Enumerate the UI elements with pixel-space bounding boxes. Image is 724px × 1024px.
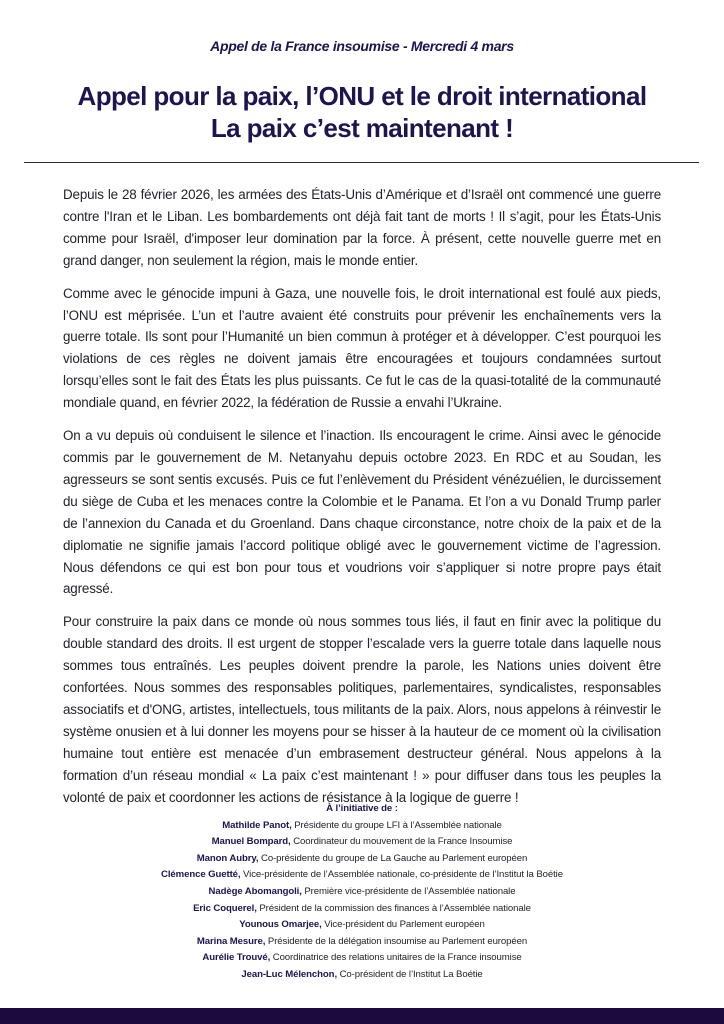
title-line-1: Appel pour la paix, l’ONU et le droit international (77, 81, 647, 111)
document-subtitle: Appel de la France insoumise - Mercredi 4 mars (210, 38, 514, 54)
signatory (0, 867, 724, 884)
signatory-name: Manuel Bompard, (211, 836, 291, 848)
signatory-role: Coordinateur du mouvement de la France Insoumise (290, 836, 513, 848)
signatory-name: Manon Aubry, (196, 852, 259, 864)
signatory-name: Marina Mesure, (196, 935, 266, 947)
signatory-role: Coordinatrice des relations unitaires de la France insoumise (270, 952, 522, 964)
signatory-role: Présidente du groupe LFI à l’Assemblée nationale (291, 819, 502, 831)
signatories-heading: À l’initiative de : (326, 803, 398, 814)
paragraph: Depuis le 28 février 2026, les armées des États-Unis d’Amérique et d’Israël ont commencé une guerre contre l'Iran et le Liban. Les bombardements ont déjà fait tant de morts ! Il s’agit, pour les États-Unis comme pour Israël, d'imposer leur domination par la force. À présent, cette nouvelle guerre met en grand danger, non seulement la région, mais le monde entier. (63, 187, 661, 268)
document-title (0, 80, 724, 144)
signatory (0, 950, 724, 967)
signatory (0, 884, 724, 901)
signatory-name: Clémence Guetté, (161, 869, 241, 881)
signatory-name: Jean-Luc Mélenchon, (241, 968, 338, 980)
signatory-name: Mathilde Panot, (222, 819, 292, 831)
signatory (0, 901, 724, 918)
signatory-role: Président de la commission des finances à l’Assemblée nationale (256, 902, 531, 914)
paragraph: Comme avec le génocide impuni à Gaza, une nouvelle fois, le droit international est foulé aux pieds, l’ONU est méprisée. L’un et l’autre avaient été construits pour prévenir les enchaînements vers la guerre totale. Ils sont pour l’Humanité un bien commun à protéger et à développer. C’est pourquoi les violations de ces règles ne doivent jamais être encouragées et toujours condamnées surtout lorsqu’elles sont le fait des États les plus puissants. Ce fut le cas de la quasi-totalité de la communauté mondiale quand, en février 2022, la fédération de Russie a envahi l’Ukraine. (63, 285, 661, 411)
paragraph: Pour construire la paix dans ce monde où nous sommes tous liés, il faut en finir avec la politique du double standard des droits. Il est urgent de stopper l’escalade vers la guerre totale dans laquelle nous sommes tous entraînés. Les peuples doivent prendre la parole, les Nations unies doivent être confortées. Nous sommes des responsables politiques, parlementaires, syndicalistes, responsables associatifs et d'ONG, artistes, intellectuels, tous militants de la paix. Alors, nous appelons à réinvestir le système onusien et à lui donner les moyens pour se hisser à la hauteur de ce moment où la civilisation humaine tout entière est menacée d’un embrasement destructeur général. Nous appelons à la formation d’un réseau mondial « La paix c’est maintenant ! » pour diffuser dans tous les peuples la volonté de paix et coordonner les actions de résistance à la logique de guerre ! (63, 614, 661, 805)
title-line-2: La paix c’est maintenant ! (210, 113, 514, 143)
signatory-role: Co-présidente du groupe de La Gauche au Parlement européen (258, 852, 528, 864)
signatories-block (0, 801, 724, 984)
signatory-role: Première vice-présidente de l’Assemblée nationale (301, 885, 516, 897)
signatory-role: Vice-président du Parlement européen (321, 919, 485, 931)
title-divider (24, 162, 699, 163)
signatory (0, 934, 724, 951)
signatory-name: Younous Omarjee, (239, 919, 322, 931)
signatory-name: Aurélie Trouvé, (202, 952, 271, 964)
signatory (0, 818, 724, 835)
signatory-name: Eric Coquerel, (193, 902, 257, 914)
signatory (0, 851, 724, 868)
signatory-name: Nadège Abomangoli, (208, 885, 302, 897)
signatory (0, 967, 724, 984)
signatory (0, 834, 724, 851)
signatory-role: Présidente de la délégation insoumise au Parlement européen (265, 935, 528, 947)
footer-bar (0, 1008, 724, 1024)
signatory-role: Vice-présidente de l’Assemblée nationale, co-présidente de l’Institut la Boétie (240, 869, 563, 881)
signatory (0, 917, 724, 934)
document-body (63, 184, 661, 819)
signatory-role: Co-président de l’Institut La Boétie (337, 968, 483, 980)
paragraph: On a vu depuis où conduisent le silence et l’inaction. Ils encouragent le crime. Ainsi avec le génocide commis par le gouvernement de M. Netanyahu depuis octobre 2023. En RDC et au Soudan, les agresseurs se sont sentis excusés. Puis ce fut l’enlèvement du Président vénézuélien, le durcissement du siège de Cuba et les menaces contre la Colombie et le Panama. Et l’on a vu Donald Trump parler de l’annexion du Canada et du Groenland. Dans chaque circonstance, notre choix de la paix et de la diplomatie ne signifie jamais l’accord politique obligé avec le gouvernement victime de l’agression. Nous défendons ce qui est bon pour tous et voudrions voir s’appliquer si notre propre pays était agressé. (63, 428, 661, 597)
